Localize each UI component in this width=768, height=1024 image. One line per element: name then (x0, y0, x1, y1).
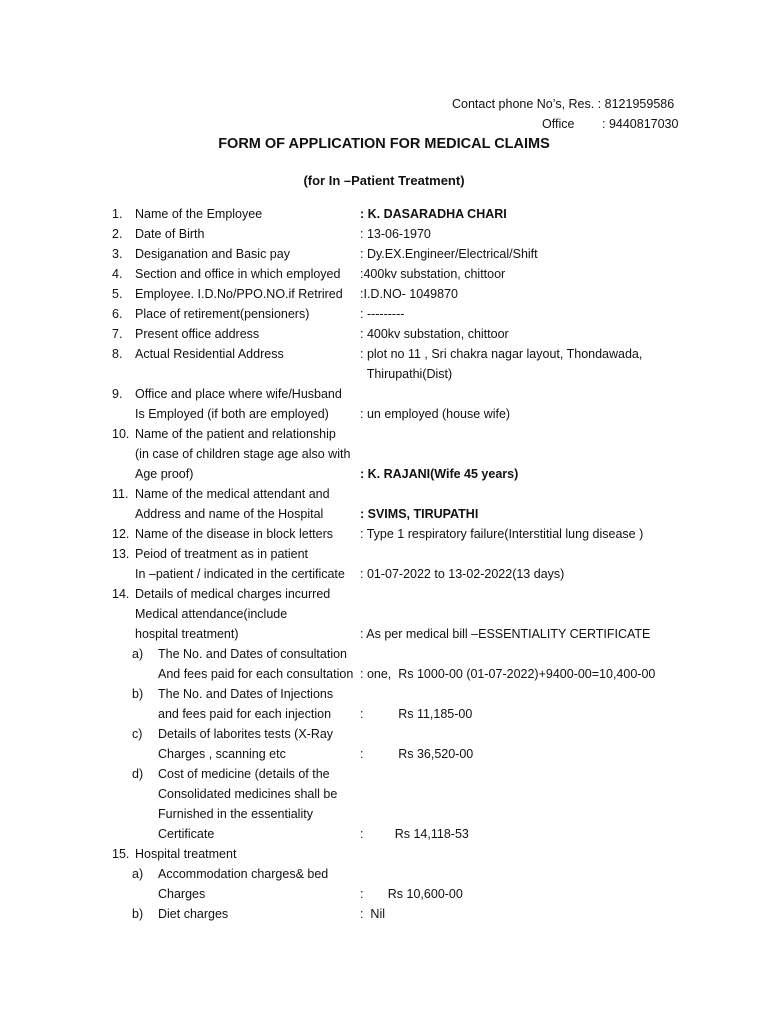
field-label: Place of retirement(pensioners) (135, 307, 310, 321)
field-label: And fees paid for each consultation (158, 667, 354, 681)
item-number: 5. (112, 287, 123, 301)
field-value: : K. DASARADHA CHARI (360, 207, 507, 221)
form-line (112, 864, 752, 884)
form-line (112, 844, 752, 864)
field-label: Certificate (158, 827, 215, 841)
field-label: Employee. I.D.No/PPO.NO.if Retrired (135, 287, 343, 301)
field-label: and fees paid for each injection (158, 707, 332, 721)
field-label: Is Employed (if both are employed) (135, 407, 329, 421)
item-number: 8. (112, 347, 123, 361)
field-value: : Rs 14,118-53 (360, 827, 469, 841)
form-line (112, 264, 752, 284)
sub-item-letter: a) (132, 647, 144, 661)
field-label: Furnished in the essentiality (158, 807, 313, 821)
field-label: Desiganation and Basic pay (135, 247, 290, 261)
item-number: 4. (112, 267, 123, 281)
field-label: Date of Birth (135, 227, 205, 241)
form-line (112, 604, 752, 624)
contact-office-label: Office (542, 117, 575, 131)
field-value: : Type 1 respiratory failure(Interstitial lung disease ) (360, 527, 644, 541)
field-label: The No. and Dates of consultation (158, 647, 348, 661)
field-label: Actual Residential Address (135, 347, 284, 361)
claim-form (112, 204, 752, 924)
item-number: 10. (112, 427, 130, 441)
form-line (112, 724, 752, 744)
form-line (112, 244, 752, 264)
form-line (112, 524, 752, 544)
field-label: Details of laborites tests (X-Ray (158, 727, 334, 741)
field-value: : SVIMS, TIRUPATHI (360, 507, 479, 521)
sub-item-letter: b) (132, 687, 144, 701)
field-value: : 13-06-1970 (360, 227, 431, 241)
sub-item-letter: c) (132, 727, 143, 741)
form-line (112, 684, 752, 704)
field-value: : un employed (house wife) (360, 407, 511, 421)
sub-item-letter: b) (132, 907, 144, 921)
field-label: Charges , scanning etc (158, 747, 286, 761)
field-label: Peiod of treatment as in patient (135, 547, 309, 561)
sub-item-letter: a) (132, 867, 144, 881)
field-label: Cost of medicine (details of the (158, 767, 330, 781)
form-line (112, 644, 752, 664)
field-label: Diet charges (158, 907, 229, 921)
item-number: 15. (112, 847, 130, 861)
field-value: : Dy.EX.Engineer/Electrical/Shift (360, 247, 538, 261)
item-number: 12. (112, 527, 130, 541)
field-label: In –patient / indicated in the certificate (135, 567, 345, 581)
form-subtitle: (for In –Patient Treatment) (303, 173, 465, 188)
form-line (112, 284, 752, 304)
field-value: : Rs 11,185-00 (360, 707, 473, 721)
form-line (112, 384, 752, 404)
item-number: 11. (112, 487, 129, 501)
form-line (112, 784, 752, 804)
contact-res-label: Contact phone No’s, Res. : (452, 97, 602, 111)
field-label: (in case of children stage age also with (135, 447, 351, 461)
form-line (112, 504, 752, 524)
item-number: 1. (112, 207, 123, 221)
field-value: : plot no 11 , Sri chakra nagar layout, Thondawada, (360, 347, 643, 361)
field-label: Section and office in which employed (135, 267, 341, 281)
item-number: 2. (112, 227, 123, 241)
field-label: Office and place where wife/Husband (135, 387, 342, 401)
form-line (112, 324, 752, 344)
contact-office-number: : 9440817030 (602, 117, 679, 131)
field-label: The No. and Dates of Injections (158, 687, 334, 701)
form-line (112, 824, 752, 844)
field-label: Address and name of the Hospital (135, 507, 324, 521)
item-number: 3. (112, 247, 123, 261)
form-line (112, 444, 752, 464)
field-value: Thirupathi(Dist) (360, 367, 453, 381)
field-label: hospital treatment) (135, 627, 239, 641)
form-line (112, 664, 752, 684)
field-value: : Rs 10,600-00 (360, 887, 463, 901)
field-value: : K. RAJANI(Wife 45 years) (360, 467, 519, 481)
field-label: Accommodation charges& bed (158, 867, 329, 881)
item-number: 6. (112, 307, 123, 321)
field-value: : --------- (360, 307, 405, 321)
form-line (112, 364, 752, 384)
field-label: Name of the disease in block letters (135, 527, 334, 541)
contact-res-number: 8121959586 (604, 97, 675, 111)
form-line (112, 344, 752, 364)
field-label: Name of the patient and relationship (135, 427, 336, 441)
field-value: : Rs 36,520-00 (360, 747, 474, 761)
form-line (112, 404, 752, 424)
field-label: Name of the medical attendant and (135, 487, 330, 501)
field-value: : 01-07-2022 to 13-02-2022(13 days) (360, 567, 565, 581)
field-value: : Nil (360, 907, 385, 921)
form-line (112, 464, 752, 484)
form-title: FORM OF APPLICATION FOR MEDICAL CLAIMS (218, 136, 550, 152)
field-label: Consolidated medicines shall be (158, 787, 338, 801)
form-line (112, 584, 752, 604)
form-line (112, 804, 752, 824)
form-line (112, 304, 752, 324)
form-line (112, 904, 752, 924)
field-label: Name of the Employee (135, 207, 263, 221)
contact-office-row (452, 114, 678, 134)
field-value: :I.D.NO- 1049870 (360, 287, 458, 301)
item-number: 7. (112, 327, 123, 341)
field-value: : As per medical bill –ESSENTIALITY CERTIFICATE (360, 627, 651, 641)
field-label: Medical attendance(include (135, 607, 288, 621)
contact-res-row (452, 94, 678, 114)
item-number: 13. (112, 547, 130, 561)
form-line (112, 564, 752, 584)
form-line (112, 624, 752, 644)
form-line (112, 744, 752, 764)
item-number: 14. (112, 587, 130, 601)
form-line (112, 704, 752, 724)
field-label: Hospital treatment (135, 847, 237, 861)
field-value: : 400kv substation, chittoor (360, 327, 509, 341)
field-value: :400kv substation, chittoor (360, 267, 506, 281)
form-line (112, 544, 752, 564)
sub-item-letter: d) (132, 767, 144, 781)
item-number: 9. (112, 387, 123, 401)
field-value: : one, Rs 1000-00 (01-07-2022)+9400-00=10,400-00 (360, 667, 656, 681)
form-line (112, 484, 752, 504)
form-line (112, 224, 752, 244)
field-label: Details of medical charges incurred (135, 587, 331, 601)
field-label: Charges (158, 887, 206, 901)
form-line (112, 204, 752, 224)
field-label: Age proof) (135, 467, 194, 481)
form-line (112, 764, 752, 784)
field-label: Present office address (135, 327, 260, 341)
form-line (112, 884, 752, 904)
contact-block (452, 94, 678, 134)
form-line (112, 424, 752, 444)
